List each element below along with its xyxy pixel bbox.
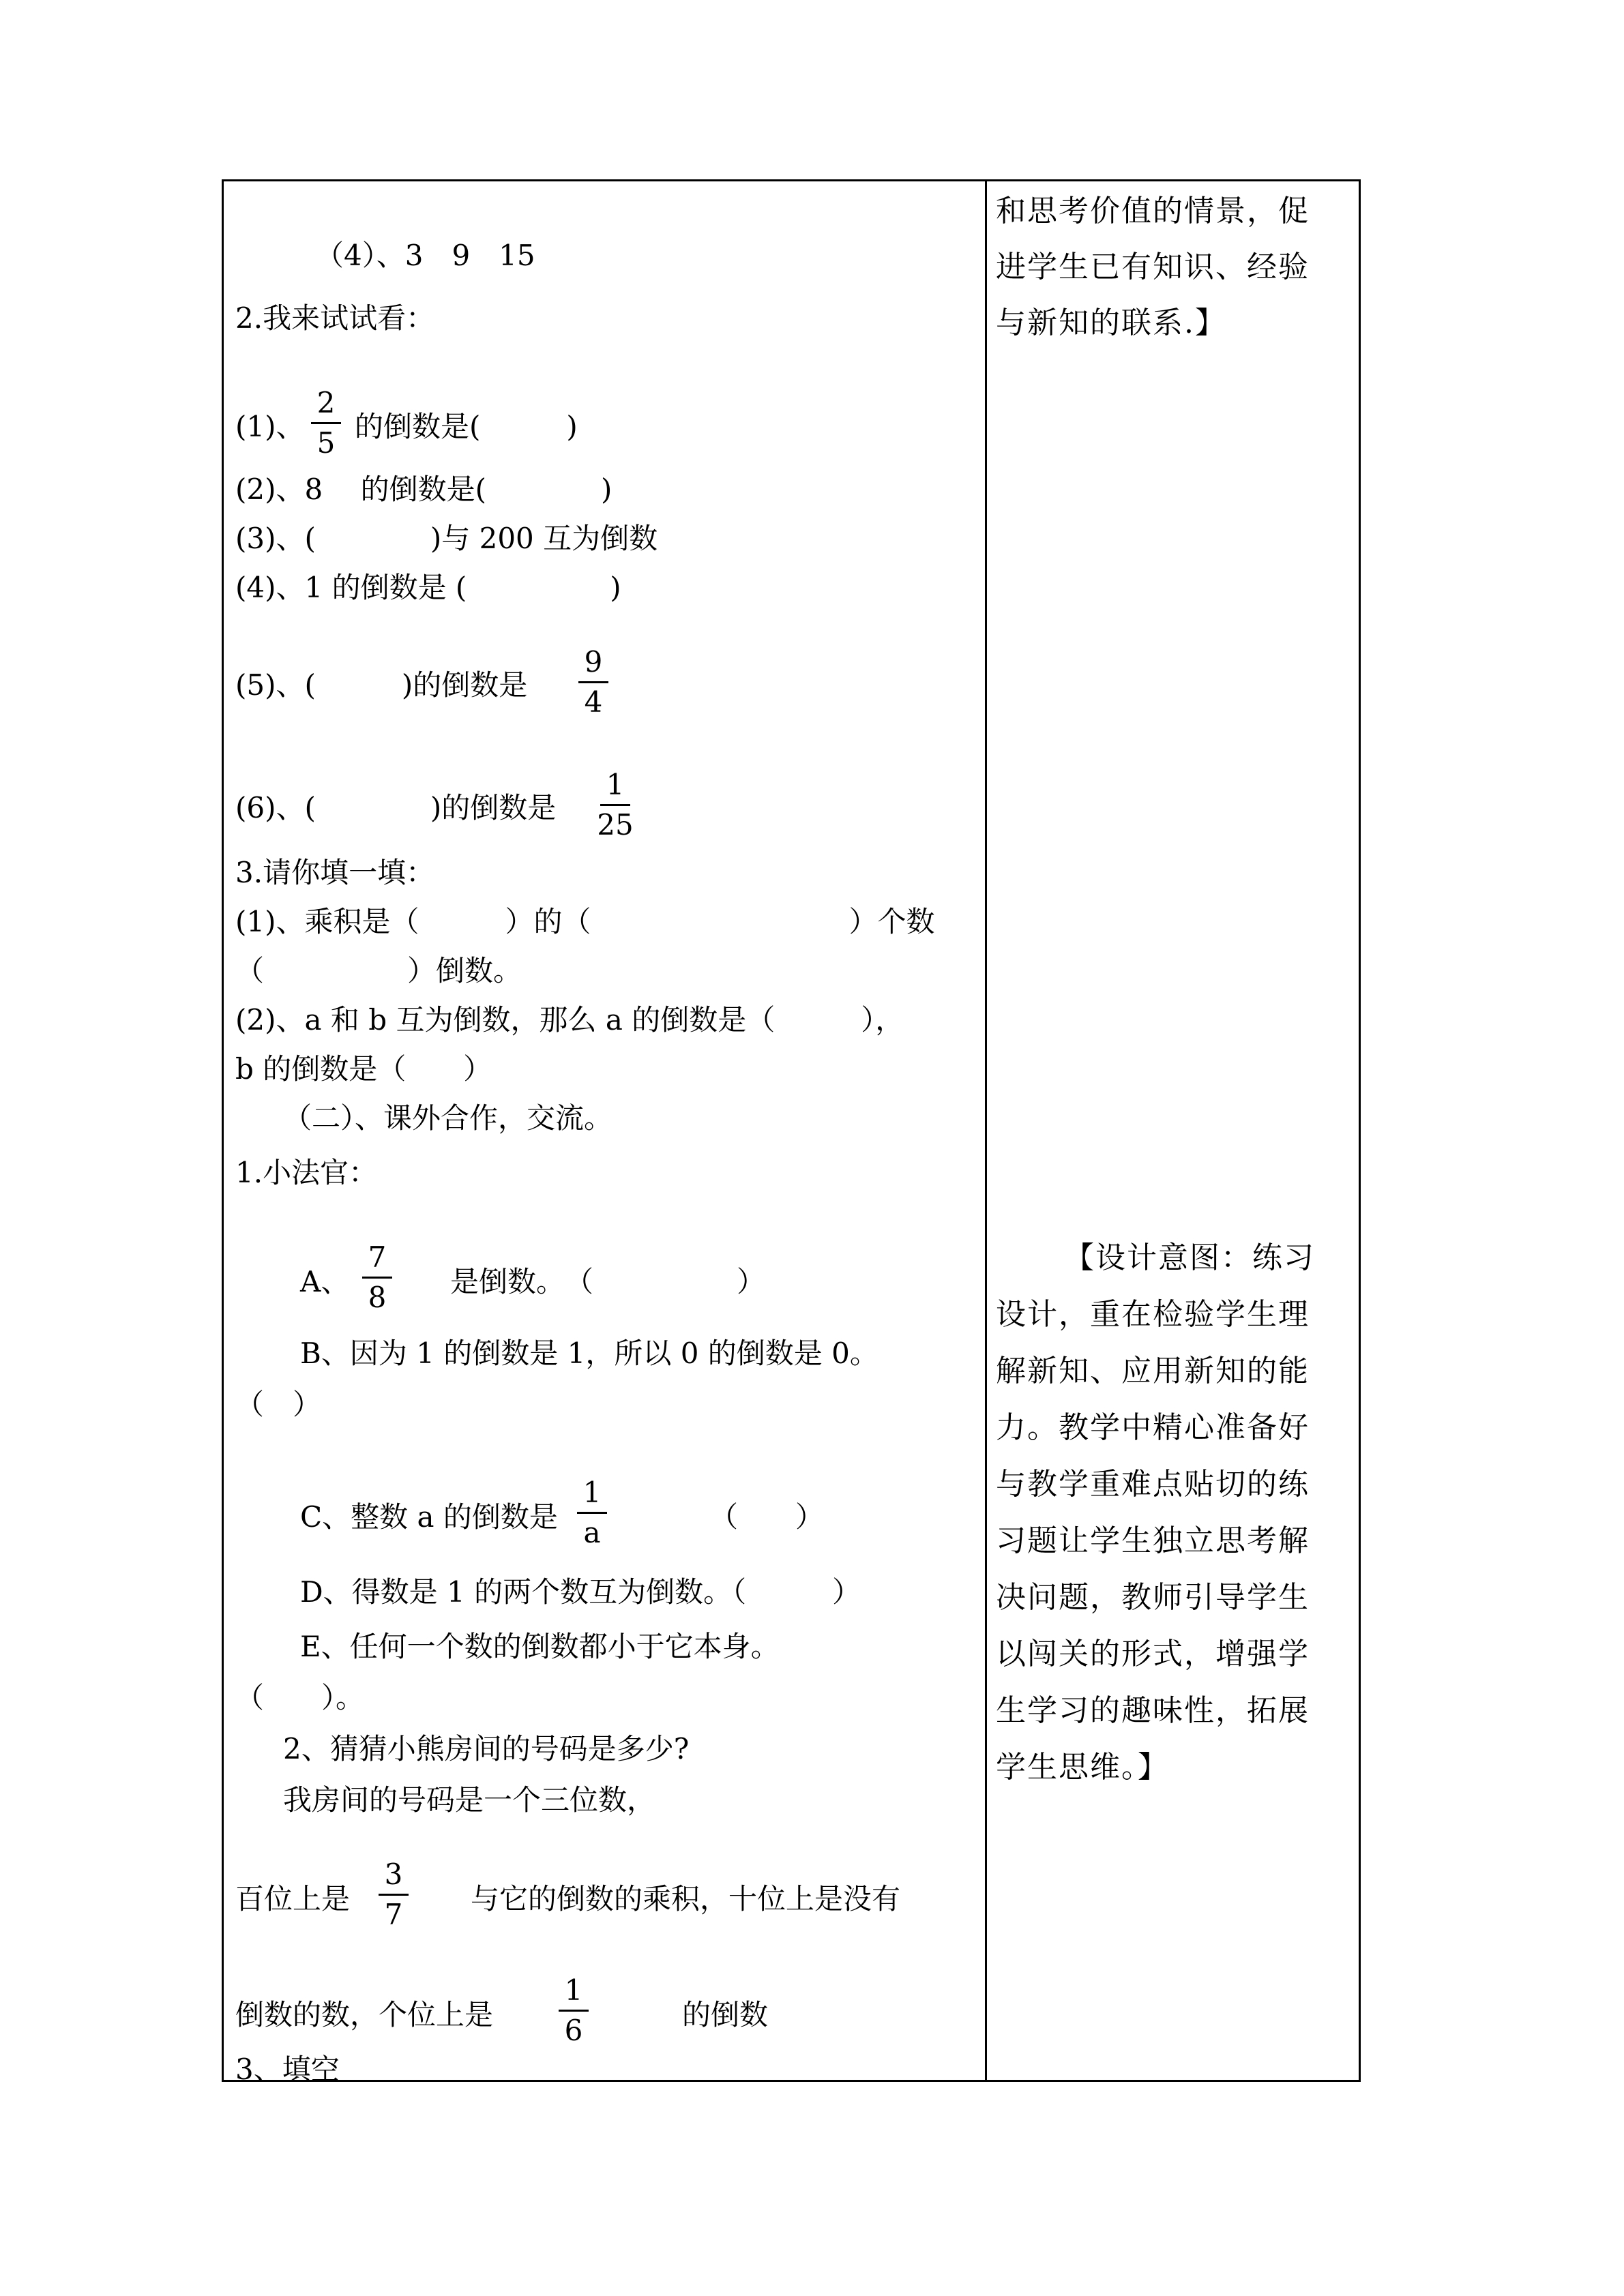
fraction-bar bbox=[362, 1277, 392, 1279]
fraction-bar bbox=[578, 681, 608, 683]
q1-text: 的倒数是( ) bbox=[355, 410, 578, 443]
design-note-2-line-7: 决问题，教师引导学生 bbox=[996, 1580, 1310, 1615]
fraction-bar bbox=[577, 1512, 607, 1514]
guess-line-3b: 的倒数 bbox=[682, 1998, 769, 2031]
line-4: （4）、3 9 15 bbox=[315, 239, 535, 272]
judge-e: E、任何一个数的倒数都小于它本身。 bbox=[300, 1630, 780, 1663]
judge-a-text: 是倒数。 （ ） bbox=[450, 1265, 766, 1298]
fraction-num: 7 bbox=[368, 1240, 387, 1274]
fraction-bar bbox=[379, 1894, 409, 1896]
fill-1-cont: （ ）倒数。 bbox=[235, 954, 522, 987]
section-3-title: 3.请你填一填： bbox=[235, 856, 435, 889]
design-note-2-line-3: 解新知、应用新知的能 bbox=[996, 1354, 1310, 1388]
q4: (4)、1 的倒数是 ( ) bbox=[235, 571, 621, 604]
guess-line-2b: 与它的倒数的乘积，十位上是没有 bbox=[471, 1882, 901, 1915]
fraction-den: 7 bbox=[384, 1898, 403, 1931]
fraction-bar bbox=[311, 422, 341, 424]
fraction-2-5 bbox=[306, 385, 346, 461]
judge-e-paren: （ ）。 bbox=[235, 1681, 365, 1714]
fraction-num: 2 bbox=[316, 386, 336, 419]
fraction-den: 6 bbox=[564, 2014, 583, 2047]
fill-blank-title: 3、填空 bbox=[235, 2053, 340, 2086]
judge-d: D、得数是 1 的两个数互为倒数。（ ） bbox=[300, 1575, 861, 1609]
fraction-3-7 bbox=[373, 1857, 414, 1933]
guess-line-3a: 倒数的数，个位上是 bbox=[235, 1998, 494, 2031]
q1-label: (1)、 bbox=[235, 410, 305, 443]
design-note-1-line-3: 与新知的联系.】 bbox=[996, 305, 1226, 340]
section-2-title: 2.我来试试看： bbox=[235, 301, 435, 335]
fraction-den: 4 bbox=[584, 685, 603, 719]
design-note-2-line-2: 设计，重在检验学生理 bbox=[996, 1297, 1310, 1332]
fraction-1-6 bbox=[553, 1973, 594, 2048]
fill-2-cont: b 的倒数是（ ） bbox=[235, 1052, 492, 1086]
fraction-bar bbox=[600, 804, 630, 806]
design-note-2-line-1: 【设计意图：练习 bbox=[1064, 1240, 1315, 1275]
fraction-num: 3 bbox=[384, 1858, 403, 1891]
fraction-7-8 bbox=[357, 1240, 398, 1315]
fraction-num: 1 bbox=[564, 1973, 583, 2007]
fraction-1-25 bbox=[595, 767, 636, 843]
fraction-den: 25 bbox=[597, 808, 634, 841]
judge-b: B、因为 1 的倒数是 1，所以 0 的倒数是 0。 bbox=[300, 1337, 879, 1370]
q6: (6)、( )的倒数是 bbox=[235, 791, 557, 824]
fill-1: (1)、乘积是（ ）的（ ）个数 bbox=[235, 905, 935, 938]
guess-line-2a: 百位上是 bbox=[235, 1882, 351, 1915]
judge-c: C、整数 a 的倒数是 bbox=[300, 1500, 558, 1534]
design-note-1-line-2: 进学生已有知识、经验 bbox=[996, 250, 1310, 284]
judge-c-paren: （ ） bbox=[709, 1500, 825, 1534]
fraction-bar bbox=[559, 2010, 589, 2012]
judge-a-label: A、 bbox=[300, 1265, 350, 1298]
part-2-title: （二）、课外合作，交流。 bbox=[283, 1101, 613, 1135]
fraction-num: 1 bbox=[606, 768, 625, 801]
fraction-den: 8 bbox=[368, 1281, 387, 1314]
design-note-2-line-6: 习题让学生独立思考解 bbox=[996, 1523, 1310, 1558]
fraction-den: 5 bbox=[316, 426, 336, 460]
guess-title: 2、猜猜小熊房间的号码是多少? bbox=[283, 1732, 690, 1765]
design-note-2-line-9: 生学习的趣味性，拓展 bbox=[996, 1693, 1310, 1728]
judge-title: 1.小法官： bbox=[235, 1156, 378, 1189]
design-note-2-line-4: 力。教学中精心准备好 bbox=[996, 1410, 1310, 1445]
design-note-2-line-10: 学生思维。】 bbox=[996, 1750, 1169, 1785]
fraction-9-4 bbox=[573, 644, 614, 720]
fill-2: (2)、a 和 b 互为倒数，那么 a 的倒数是（ ）， bbox=[235, 1003, 904, 1037]
design-note-2-line-5: 与教学重难点贴切的练 bbox=[996, 1467, 1310, 1502]
fraction-num: 9 bbox=[584, 645, 603, 679]
guess-line-1: 我房间的号码是一个三位数， bbox=[283, 1783, 656, 1817]
fraction-1-a bbox=[572, 1475, 612, 1551]
fraction-den: a bbox=[583, 1516, 601, 1549]
design-note-1-line-1: 和思考价值的情景，促 bbox=[996, 194, 1310, 228]
q5: (5)、( )的倒数是 bbox=[235, 668, 528, 702]
q2: (2)、8 的倒数是( ) bbox=[235, 473, 612, 506]
column-divider bbox=[985, 181, 987, 2080]
design-note-2-line-8: 以闯关的形式，增强学 bbox=[996, 1637, 1310, 1671]
judge-b-paren: （ ） bbox=[235, 1388, 322, 1421]
q3: (3)、( )与 200 互为倒数 bbox=[235, 522, 658, 555]
fraction-num: 1 bbox=[582, 1476, 602, 1509]
